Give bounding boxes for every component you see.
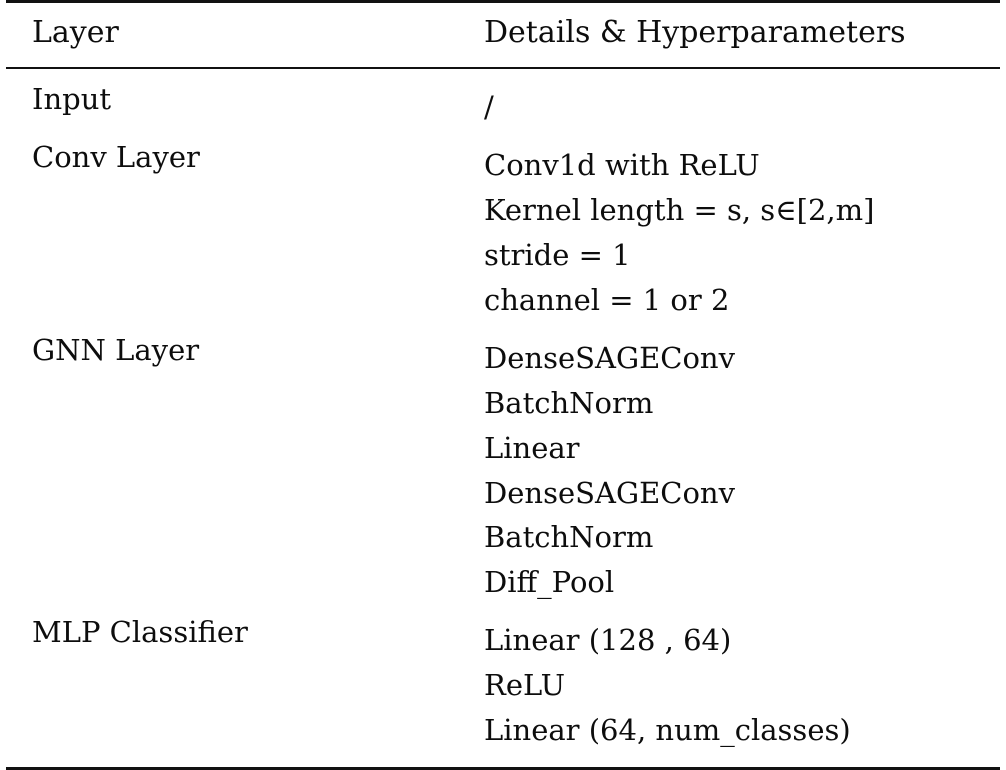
column-header-details: Details & Hyperparameters [474, 2, 1000, 69]
detail-line: Linear [484, 430, 580, 465]
detail-line: BatchNorm [484, 520, 654, 555]
table-row [6, 130, 1000, 323]
table-body [6, 68, 1000, 753]
row-layer-mlp: MLP Classifier [32, 615, 248, 650]
table-header-row [6, 2, 1000, 69]
row-details-mlp [474, 605, 1000, 753]
row-layer-gnn: GNN Layer [32, 332, 200, 367]
row-layer-conv: Conv Layer [32, 139, 200, 174]
table-row [6, 68, 1000, 130]
row-details-conv [474, 130, 1000, 323]
column-header-layer: Layer [6, 2, 474, 69]
table-row [6, 605, 1000, 753]
detail-line: BatchNorm [484, 385, 654, 420]
detail-line: Conv1d with ReLU [484, 147, 760, 182]
row-details-input [474, 68, 1000, 130]
table-header [6, 2, 1000, 69]
row-layer-input: Input [32, 82, 112, 116]
detail-line: Linear (64, num_classes) [484, 713, 851, 748]
detail-line: DenseSAGEConv [484, 340, 735, 375]
table-row [6, 323, 1000, 606]
architecture-table [6, 0, 1000, 753]
detail-line: ReLU [484, 668, 566, 703]
detail-line: channel = 1 or 2 [484, 282, 730, 317]
detail-line: Kernel length = s, s∈[2,m] [484, 192, 875, 227]
detail-line: DenseSAGEConv [484, 475, 735, 510]
detail-line: Linear (128 , 64) [484, 623, 732, 658]
detail-line: / [484, 90, 494, 124]
detail-line: Diff_Pool [484, 565, 615, 600]
row-details-gnn [474, 323, 1000, 606]
detail-line: stride = 1 [484, 237, 631, 272]
